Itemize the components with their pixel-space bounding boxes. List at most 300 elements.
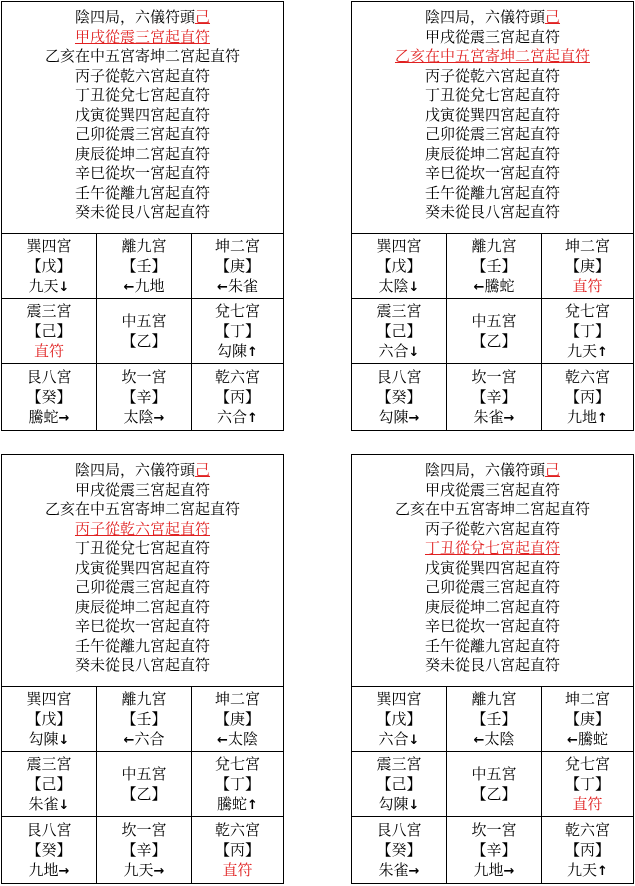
rule-line <box>2 164 283 184</box>
line-text: 陰四局，六儀符頭 <box>74 8 195 26</box>
line-text: 辛巳從坎一宮起直符 <box>74 617 210 635</box>
arrow-icon: ↑ <box>247 345 258 360</box>
stem-label: 【癸】 <box>376 388 422 406</box>
stem-label: 【庚】 <box>564 257 610 275</box>
chart-panel-1 <box>1 1 284 431</box>
palace-name: 坤二宮 <box>564 237 610 255</box>
fu-tou-stem: 己 <box>545 8 561 26</box>
rule-line <box>352 184 633 204</box>
palace-cell <box>352 817 447 883</box>
stem-label: 【壬】 <box>471 257 517 275</box>
stem-label: 【壬】 <box>471 710 517 728</box>
palace-name: 乾六宮 <box>214 368 260 386</box>
spirit-row <box>567 860 608 880</box>
stem-label: 【乙】 <box>471 332 517 350</box>
palace-cell <box>447 687 542 752</box>
rule-line <box>352 559 633 579</box>
spirit-name: 直符 <box>222 861 253 879</box>
palace-cell <box>352 234 447 299</box>
rule-line <box>352 125 633 145</box>
palace-name: 震三宮 <box>376 302 422 320</box>
chart-panel-4 <box>351 454 634 884</box>
palace-name: 艮八宮 <box>376 368 422 386</box>
rule-line <box>2 598 283 618</box>
line-text: 癸未從艮八宮起直符 <box>424 203 560 221</box>
palace-cell <box>352 752 447 817</box>
line-text: 陰四局，六儀符頭 <box>424 8 545 26</box>
spirit-row <box>474 729 515 749</box>
palace-name: 震三宮 <box>26 302 72 320</box>
palace-name: 中五宮 <box>121 765 167 783</box>
palace-cell <box>192 817 283 883</box>
palace-cell <box>97 234 192 299</box>
rule-line <box>2 656 283 676</box>
line-text: 己卯從震三宮起直符 <box>74 578 210 596</box>
palace-cell <box>447 817 542 883</box>
palace-cell <box>192 687 283 752</box>
line-text: 己卯從震三宮起直符 <box>424 578 560 596</box>
spirit-name: 九天 <box>28 277 59 295</box>
spirit-name: 九天 <box>567 861 598 879</box>
palace-name: 艮八宮 <box>26 821 72 839</box>
stem-label: 【癸】 <box>26 388 72 406</box>
palace-name: 乾六宮 <box>564 821 610 839</box>
spirit-name: 直符 <box>33 342 64 360</box>
arrow-icon: ← <box>473 280 485 295</box>
rule-line <box>352 67 633 87</box>
line-text: 丙子從乾六宮起直符 <box>74 519 210 538</box>
spirit-row <box>567 341 608 361</box>
stem-label: 【丁】 <box>214 322 260 340</box>
spirit-name: 六合 <box>378 730 409 748</box>
fu-tou-stem: 己 <box>545 461 561 479</box>
palace-grid <box>352 234 633 430</box>
rule-line <box>2 637 283 657</box>
palace-name: 坤二宮 <box>564 690 610 708</box>
palace-cell <box>97 752 192 817</box>
line-text: 辛巳從坎一宮起直符 <box>424 164 560 182</box>
palace-name: 巽四宮 <box>26 237 72 255</box>
spirit-name: 太陰 <box>484 730 515 748</box>
line-text: 丙子從乾六宮起直符 <box>74 66 210 85</box>
spirit-name: 朱雀 <box>378 861 409 879</box>
palace-cell <box>97 687 192 752</box>
rule-line <box>2 125 283 145</box>
rule-line <box>352 637 633 657</box>
palace-name: 艮八宮 <box>26 368 72 386</box>
palace-name: 坎一宮 <box>471 821 517 839</box>
line-text: 丁丑從兌七宮起直符 <box>74 539 210 557</box>
stem-label: 【辛】 <box>471 388 517 406</box>
stem-label: 【己】 <box>376 322 422 340</box>
line-text: 辛巳從坎一宮起直符 <box>424 617 560 635</box>
rule-line <box>352 145 633 165</box>
arrow-icon: → <box>408 864 420 879</box>
rule-line <box>352 106 633 126</box>
line-text: 甲戌從震三宮起直符 <box>74 27 210 46</box>
palace-cell <box>192 234 283 299</box>
line-text: 乙亥在中五宮寄坤二宮起直符 <box>394 500 590 518</box>
stem-label: 【庚】 <box>214 257 260 275</box>
stem-label: 【庚】 <box>564 710 610 728</box>
line-text: 壬午從離九宮起直符 <box>424 183 560 202</box>
spirit-row <box>379 729 420 749</box>
spirit-name: 朱雀 <box>473 408 504 426</box>
stem-label: 【己】 <box>376 775 422 793</box>
arrow-icon: ↓ <box>408 798 420 813</box>
palace-cell <box>542 817 633 883</box>
palace-name: 巽四宮 <box>376 690 422 708</box>
line-text: 戊寅從巽四宮起直符 <box>74 558 210 577</box>
spirit-name: 六合 <box>378 342 409 360</box>
spirit-row <box>222 860 252 880</box>
spirit-name: 太陰 <box>227 730 258 748</box>
arrow-icon: ↑ <box>597 864 608 879</box>
palace-cell <box>192 364 283 430</box>
spirit-name: 直符 <box>572 795 603 813</box>
chart-panel-3 <box>1 454 284 884</box>
stem-label: 【丙】 <box>214 841 260 859</box>
spirit-row <box>379 860 420 880</box>
spirit-name: 勾陳 <box>378 408 409 426</box>
spirit-row <box>474 860 515 880</box>
palace-cell <box>2 299 97 364</box>
palace-cell <box>542 752 633 817</box>
spirit-row <box>217 407 258 427</box>
palace-grid <box>2 687 283 883</box>
line-text: 甲戌從震三宮起直符 <box>424 27 560 46</box>
rule-line <box>2 559 283 579</box>
line-text: 乙亥在中五宮寄坤二宮起直符 <box>44 47 240 65</box>
rule-text-block <box>2 455 283 687</box>
palace-name: 巽四宮 <box>376 237 422 255</box>
spirit-row <box>124 860 165 880</box>
rule-line <box>2 481 283 501</box>
rule-line <box>352 500 633 520</box>
stem-label: 【癸】 <box>376 841 422 859</box>
spirit-row <box>217 794 258 814</box>
stem-label: 【癸】 <box>26 841 72 859</box>
stem-label: 【己】 <box>26 775 72 793</box>
spirit-name: 勾陳 <box>217 342 248 360</box>
line-text: 壬午從離九宮起直符 <box>424 636 560 655</box>
spirit-name: 九地 <box>134 277 165 295</box>
palace-cell <box>447 364 542 430</box>
rule-line <box>352 86 633 106</box>
spirit-name: 九地 <box>473 861 504 879</box>
spirit-name: 朱雀 <box>227 277 258 295</box>
line-text: 丙子從乾六宮起直符 <box>424 519 560 538</box>
palace-name: 中五宮 <box>471 312 517 330</box>
rule-line <box>2 47 283 67</box>
line-text: 癸未從艮八宮起直符 <box>424 656 560 674</box>
spirit-row <box>572 276 602 296</box>
fu-tou-stem: 己 <box>195 461 211 479</box>
arrow-icon: → <box>503 864 515 879</box>
stem-label: 【庚】 <box>214 710 260 728</box>
spirit-row <box>124 729 165 749</box>
spirit-row <box>29 407 70 427</box>
rule-text-block <box>352 2 633 234</box>
stem-label: 【丁】 <box>564 775 610 793</box>
stem-label: 【戊】 <box>26 257 72 275</box>
palace-cell <box>192 752 283 817</box>
palace-name: 坎一宮 <box>121 821 167 839</box>
stem-label: 【丙】 <box>564 841 610 859</box>
stem-label: 【丁】 <box>214 775 260 793</box>
rule-line <box>2 86 283 106</box>
palace-cell <box>2 687 97 752</box>
line-text: 戊寅從巽四宮起直符 <box>424 558 560 577</box>
header-line <box>352 461 633 481</box>
stem-label: 【辛】 <box>121 841 167 859</box>
palace-name: 兌七宮 <box>564 755 610 773</box>
palace-name: 中五宮 <box>471 765 517 783</box>
palace-cell <box>97 299 192 364</box>
highlighted-rule-line <box>2 520 283 540</box>
line-text: 己卯從震三宮起直符 <box>74 125 210 143</box>
arrow-icon: ↓ <box>58 280 70 295</box>
palace-name: 離九宮 <box>471 690 517 708</box>
palace-name: 兌七宮 <box>214 755 260 773</box>
spirit-row <box>29 860 70 880</box>
spirit-row <box>567 407 608 427</box>
spirit-name: 騰蛇 <box>217 795 248 813</box>
header-line <box>352 8 633 28</box>
spirit-row <box>567 729 608 749</box>
palace-cell <box>2 817 97 883</box>
arrow-icon: → <box>153 411 165 426</box>
rule-line <box>352 164 633 184</box>
line-text: 丁丑從兌七宮起直符 <box>424 86 560 104</box>
palace-cell <box>97 817 192 883</box>
palace-name: 兌七宮 <box>214 302 260 320</box>
line-text: 丁丑從兌七宮起直符 <box>74 86 210 104</box>
palace-cell <box>2 752 97 817</box>
rule-line <box>2 67 283 87</box>
arrow-icon: ↑ <box>597 411 608 426</box>
rule-line <box>2 617 283 637</box>
palace-cell <box>352 364 447 430</box>
arrow-icon: ← <box>123 733 135 748</box>
spirit-row <box>572 794 602 814</box>
spirit-name: 太陰 <box>378 277 409 295</box>
spirit-row <box>29 729 70 749</box>
rule-line <box>352 520 633 540</box>
arrow-icon: → <box>503 411 515 426</box>
palace-name: 中五宮 <box>121 312 167 330</box>
spirit-name: 九地 <box>567 408 598 426</box>
palace-name: 坎一宮 <box>121 368 167 386</box>
palace-grid <box>352 687 633 883</box>
line-text: 戊寅從巽四宮起直符 <box>424 105 560 124</box>
line-text: 丙子從乾六宮起直符 <box>424 66 560 85</box>
line-text: 庚辰從坤二宮起直符 <box>424 597 560 616</box>
arrow-icon: → <box>58 864 70 879</box>
rule-line <box>2 203 283 223</box>
line-text: 壬午從離九宮起直符 <box>74 183 210 202</box>
stem-label: 【乙】 <box>121 785 167 803</box>
spirit-name: 朱雀 <box>28 795 59 813</box>
arrow-icon: ↓ <box>408 280 420 295</box>
spirit-name: 九天 <box>567 342 598 360</box>
stem-label: 【乙】 <box>121 332 167 350</box>
spirit-name: 騰蛇 <box>577 730 608 748</box>
rule-line <box>2 184 283 204</box>
stem-label: 【辛】 <box>121 388 167 406</box>
spirit-name: 太陰 <box>123 408 154 426</box>
line-text: 陰四局，六儀符頭 <box>74 461 195 479</box>
arrow-icon: ↓ <box>58 733 70 748</box>
palace-cell <box>447 299 542 364</box>
rule-line <box>2 145 283 165</box>
spirit-name: 六合 <box>134 730 165 748</box>
palace-name: 離九宮 <box>471 237 517 255</box>
arrow-icon: ← <box>123 280 135 295</box>
stem-label: 【丙】 <box>214 388 260 406</box>
rule-line <box>2 106 283 126</box>
spirit-row <box>124 276 165 296</box>
rule-line <box>2 500 283 520</box>
spirit-row <box>379 341 420 361</box>
arrow-icon: ← <box>217 733 228 748</box>
highlighted-rule-line <box>352 47 633 67</box>
spirit-name: 九地 <box>28 861 59 879</box>
spirit-row <box>379 276 420 296</box>
arrow-icon: ← <box>473 733 485 748</box>
spirit-row <box>29 794 70 814</box>
palace-cell <box>542 364 633 430</box>
palace-name: 坤二宮 <box>214 237 260 255</box>
line-text: 甲戌從震三宮起直符 <box>424 480 560 499</box>
palace-name: 乾六宮 <box>214 821 260 839</box>
arrow-icon: → <box>408 411 420 426</box>
spirit-name: 騰蛇 <box>484 277 515 295</box>
line-text: 癸未從艮八宮起直符 <box>74 656 210 674</box>
palace-grid <box>2 234 283 430</box>
palace-name: 坤二宮 <box>214 690 260 708</box>
arrow-icon: ↓ <box>408 345 420 360</box>
spirit-row <box>379 407 420 427</box>
stem-label: 【己】 <box>26 322 72 340</box>
header-line <box>2 8 283 28</box>
rule-line <box>352 578 633 598</box>
spirit-row <box>217 276 258 296</box>
spirit-name: 勾陳 <box>28 730 59 748</box>
spirit-row <box>217 341 258 361</box>
stem-label: 【辛】 <box>471 841 517 859</box>
stem-label: 【壬】 <box>121 710 167 728</box>
rule-text-block <box>2 2 283 234</box>
arrow-icon: ↓ <box>408 733 420 748</box>
rule-line <box>2 578 283 598</box>
stem-label: 【戊】 <box>26 710 72 728</box>
palace-cell <box>447 234 542 299</box>
rule-line <box>352 656 633 676</box>
palace-cell <box>2 364 97 430</box>
spirit-name: 九天 <box>123 861 154 879</box>
spirit-name: 騰蛇 <box>28 408 59 426</box>
rule-text-block <box>352 455 633 687</box>
line-text: 乙亥在中五宮寄坤二宮起直符 <box>394 47 590 65</box>
rule-line <box>352 28 633 48</box>
palace-cell <box>352 687 447 752</box>
line-text: 丁丑從兌七宮起直符 <box>424 539 560 557</box>
rule-line <box>352 203 633 223</box>
arrow-icon: ↑ <box>247 411 258 426</box>
arrow-icon: ↑ <box>597 345 608 360</box>
line-text: 庚辰從坤二宮起直符 <box>74 144 210 163</box>
line-text: 辛巳從坎一宮起直符 <box>74 164 210 182</box>
stem-label: 【戊】 <box>376 710 422 728</box>
highlighted-rule-line <box>352 539 633 559</box>
spirit-name: 直符 <box>572 277 603 295</box>
rule-line <box>2 539 283 559</box>
spirit-row <box>379 794 420 814</box>
palace-cell <box>2 234 97 299</box>
line-text: 甲戌從震三宮起直符 <box>74 480 210 499</box>
palace-name: 乾六宮 <box>564 368 610 386</box>
line-text: 壬午從離九宮起直符 <box>74 636 210 655</box>
palace-name: 艮八宮 <box>376 821 422 839</box>
palace-name: 震三宮 <box>26 755 72 773</box>
stem-label: 【丙】 <box>564 388 610 406</box>
line-text: 乙亥在中五宮寄坤二宮起直符 <box>44 500 240 518</box>
spirit-row <box>34 341 64 361</box>
spirit-name: 勾陳 <box>378 795 409 813</box>
highlighted-rule-line <box>2 28 283 48</box>
rule-line <box>352 598 633 618</box>
palace-cell <box>97 364 192 430</box>
arrow-icon: ← <box>567 733 578 748</box>
line-text: 庚辰從坤二宮起直符 <box>424 144 560 163</box>
palace-name: 離九宮 <box>121 237 167 255</box>
header-line <box>2 461 283 481</box>
stem-label: 【丁】 <box>564 322 610 340</box>
spirit-row <box>474 276 515 296</box>
spirit-row <box>29 276 70 296</box>
arrow-icon: → <box>153 864 165 879</box>
palace-cell <box>542 687 633 752</box>
palace-cell <box>352 299 447 364</box>
rule-line <box>352 481 633 501</box>
line-text: 庚辰從坤二宮起直符 <box>74 597 210 616</box>
arrow-icon: ← <box>217 280 228 295</box>
palace-cell <box>447 752 542 817</box>
spirit-row <box>124 407 165 427</box>
palace-name: 震三宮 <box>376 755 422 773</box>
line-text: 己卯從震三宮起直符 <box>424 125 560 143</box>
palace-name: 坎一宮 <box>471 368 517 386</box>
arrow-icon: ↑ <box>247 798 258 813</box>
palace-cell <box>542 299 633 364</box>
stem-label: 【壬】 <box>121 257 167 275</box>
line-text: 陰四局，六儀符頭 <box>424 461 545 479</box>
arrow-icon: → <box>58 411 70 426</box>
stem-label: 【乙】 <box>471 785 517 803</box>
line-text: 癸未從艮八宮起直符 <box>74 203 210 221</box>
palace-name: 巽四宮 <box>26 690 72 708</box>
chart-panel-2 <box>351 1 634 431</box>
palace-cell <box>192 299 283 364</box>
spirit-row <box>474 407 515 427</box>
palace-name: 兌七宮 <box>564 302 610 320</box>
line-text: 戊寅從巽四宮起直符 <box>74 105 210 124</box>
palace-name: 離九宮 <box>121 690 167 708</box>
stem-label: 【戊】 <box>376 257 422 275</box>
spirit-row <box>217 729 258 749</box>
palace-cell <box>542 234 633 299</box>
